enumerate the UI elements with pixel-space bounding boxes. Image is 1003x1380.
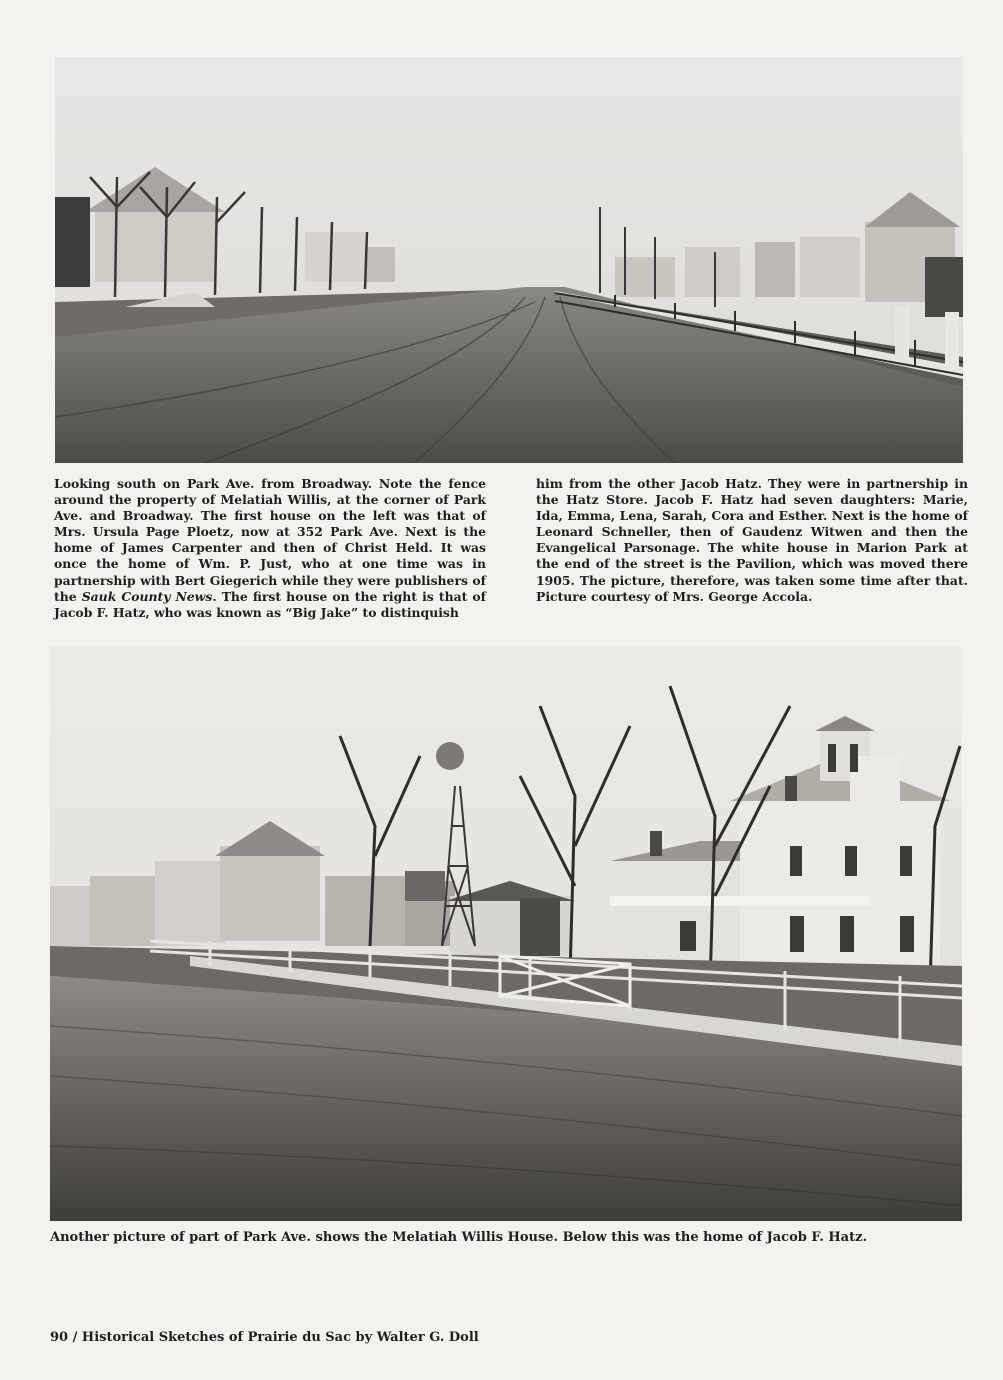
photo-willis-house-image — [50, 646, 962, 1221]
book-title: Historical Sketches of Prairie du Sac by Walter G. Doll — [81, 1330, 479, 1345]
photo-willis-house — [50, 646, 962, 1221]
photo-park-ave-south — [55, 57, 963, 463]
page-number: 90 — [50, 1330, 69, 1345]
footer-separator: / — [68, 1330, 82, 1345]
page-footer — [50, 1330, 479, 1345]
caption-bottom: Another picture of part of Park Ave. shows the Melatiah Willis House. Below this was the home of Jacob F. Hatz. — [50, 1230, 867, 1245]
photo-park-ave-south-image — [55, 57, 963, 463]
caption-top-left — [54, 476, 486, 621]
newspaper-title: Sauk County News — [81, 588, 213, 604]
caption-top-left-text-1: Looking south on Park Ave. from Broadway. Note the fence around the property of Melatiah Willis, at the corner of Park Ave. and Broadway. The first house on the left was that of Mrs. Ursula Page Ploetz, now at 352 Park Ave. Next is the home of James Carpenter and then of Christ Held. It was once the home of Wm. P. Just, who at one time was in partnership with Bert Giegerich while they were publishers of the — [54, 476, 486, 604]
caption-top-right: him from the other Jacob Hatz. They were in partnership in the Hatz Store. Jacob F. Hatz had seven daughters: Marie, Ida, Emma, Lena, Sarah, Cora and Esther. Next is the home of Leonard Schneller, then of Gaudenz Witwen and then the Evangelical Parsonage. The white house in Marion Park at the end of the street is the Pavilion, which was moved there 1905. The picture, therefore, was taken some time after that. Picture courtesy of Mrs. George Accola. — [536, 476, 968, 604]
caption-top-left-text-2: . The first house on the right is that of Jacob F. Hatz, who was known as “Big Jake” to distinquish — [54, 588, 486, 620]
